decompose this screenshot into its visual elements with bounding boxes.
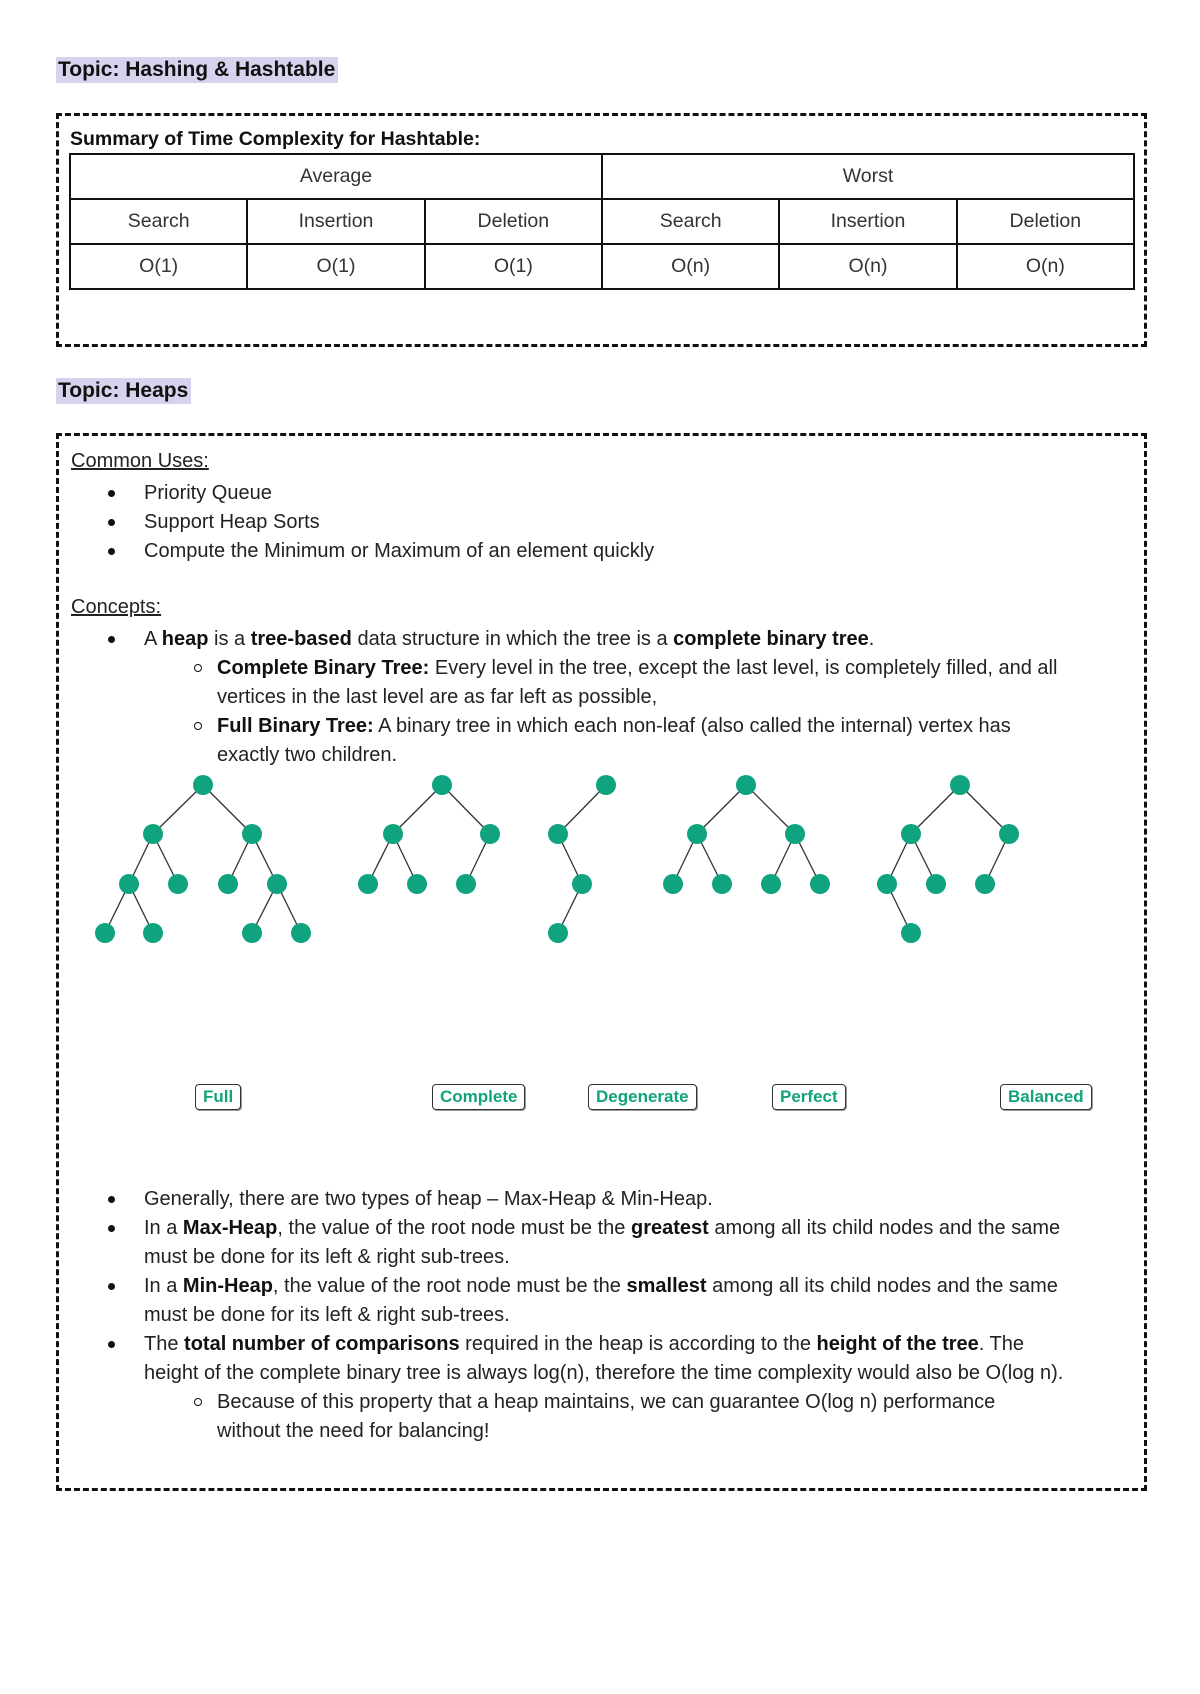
topic-hashing-heading: Topic: Hashing & Hashtable: [56, 57, 338, 83]
complexity-cell: O(n): [602, 244, 779, 289]
full-tree-node: [143, 824, 163, 844]
op-cell: Insertion: [779, 199, 956, 244]
perfect-tree-edge: [746, 785, 795, 834]
bold-text: Min-Heap: [182, 1275, 273, 1297]
complete-tree-node: [456, 874, 476, 894]
balanced-tree-node: [975, 874, 995, 894]
op-cell: Deletion: [957, 199, 1134, 244]
heap-points-list: [59, 1185, 1064, 1446]
perfect-tree-node: [761, 874, 781, 894]
balanced-tree-node: [950, 775, 970, 795]
full-tree-node: [267, 874, 287, 894]
full-tree-node: [218, 874, 238, 894]
table-row-operations: [70, 199, 1134, 244]
definition-term: Full Binary Tree:: [217, 715, 374, 737]
complexity-cell: O(1): [425, 244, 602, 289]
list-item: Priority Queue: [59, 479, 1064, 508]
complexity-cell: O(1): [70, 244, 247, 289]
text: In a: [144, 1275, 183, 1297]
degenerate-tree-node: [596, 775, 616, 795]
text: A: [144, 628, 162, 650]
balanced-tree-node: [901, 824, 921, 844]
bold-text: height of the tree: [816, 1333, 979, 1355]
list-item: [59, 1330, 1064, 1446]
complete-tree-node: [407, 874, 427, 894]
bold-text: Max-Heap: [182, 1217, 278, 1239]
group-average: Average: [70, 154, 602, 199]
complete-tree-node: [432, 775, 452, 795]
op-cell: Deletion: [425, 199, 602, 244]
op-cell: Insertion: [247, 199, 424, 244]
definition-term: Complete Binary Tree:: [217, 657, 430, 679]
full-tree-node: [119, 874, 139, 894]
complexity-cell: O(1): [247, 244, 424, 289]
perfect-tree-node: [810, 874, 830, 894]
topic-heaps-heading: Topic: Heaps: [56, 378, 191, 404]
full-tree-node: [291, 923, 311, 943]
heaps-box: [56, 433, 1147, 1491]
bold-text: total number of comparisons: [184, 1333, 460, 1355]
full-tree-node: [168, 874, 188, 894]
definition-text: Every level in the tree, except the last level, is completely filled, and all vertices in the last level are as far left as possible,: [217, 657, 1058, 708]
balanced-tree-edge: [960, 785, 1009, 834]
table-row-complexities: [70, 244, 1134, 289]
degenerate-tree-node: [548, 923, 568, 943]
list-item: [59, 1272, 1064, 1330]
full-tree-node: [193, 775, 213, 795]
perfect-tree-node: [663, 874, 683, 894]
text: , the value of the root node must be the: [272, 1275, 627, 1297]
definition-text: A binary tree in which each non-leaf (also called the internal) vertex has exactly two children.: [217, 715, 1011, 766]
balanced-tree-node: [926, 874, 946, 894]
tree-diagrams: [59, 436, 1144, 1136]
perfect-tree-node: [736, 775, 756, 795]
full-tree-node: [95, 923, 115, 943]
complete-tree-edge: [442, 785, 490, 834]
complete-tree-edge: [393, 785, 442, 834]
full-tree-node: [242, 923, 262, 943]
perfect-tree-node: [687, 824, 707, 844]
list-item: Because of this property that a heap maintains, we can guarantee O(log n) performance without the need for balancing!: [144, 1388, 1064, 1446]
hashtable-summary-box: [56, 113, 1147, 347]
balanced-tree-node: [999, 824, 1019, 844]
full-tree-edge: [153, 785, 203, 834]
complexity-cell: O(n): [779, 244, 956, 289]
op-cell: Search: [602, 199, 779, 244]
op-cell: Search: [70, 199, 247, 244]
bold-text: heap: [161, 628, 209, 650]
degenerate-tree-node: [572, 874, 592, 894]
bold-text: greatest: [630, 1217, 709, 1239]
tree-label-complete: Complete: [432, 1084, 525, 1110]
perfect-tree-node: [785, 824, 805, 844]
tree-label-balanced: Balanced: [1000, 1084, 1092, 1110]
complete-tree-node: [358, 874, 378, 894]
text: required in the heap is according to the: [459, 1333, 817, 1355]
tree-label-full: Full: [195, 1084, 241, 1110]
full-tree-node: [242, 824, 262, 844]
concepts-label: Concepts:: [71, 596, 162, 618]
text: The: [144, 1333, 185, 1355]
complexity-table: [69, 153, 1135, 290]
list-item: Generally, there are two types of heap – Max-Heap & Min-Heap.: [59, 1185, 1064, 1214]
bold-text: tree-based: [250, 628, 352, 650]
degenerate-tree-edge: [558, 785, 606, 834]
text: data structure in which the tree is a: [351, 628, 674, 650]
complete-tree-node: [383, 824, 403, 844]
tree-label-perfect: Perfect: [772, 1084, 846, 1110]
balanced-tree-node: [877, 874, 897, 894]
degenerate-tree-node: [548, 824, 568, 844]
list-item: Compute the Minimum or Maximum of an element quickly: [59, 537, 1064, 566]
balanced-tree-node: [901, 923, 921, 943]
table-row-groups: [70, 154, 1134, 199]
common-uses-label: Common Uses:: [71, 450, 209, 472]
text: .: [868, 628, 875, 650]
balanced-tree-edge: [911, 785, 960, 834]
bold-text: complete binary tree: [673, 628, 869, 650]
full-tree-node: [143, 923, 163, 943]
text: , the value of the root node must be the: [277, 1217, 631, 1239]
complete-tree-node: [480, 824, 500, 844]
text: is a: [208, 628, 251, 650]
summary-title: Summary of Time Complexity for Hashtable:: [70, 128, 481, 150]
perfect-tree-edge: [697, 785, 746, 834]
perfect-tree-node: [712, 874, 732, 894]
text: . The height of the complete binary tree is always log(n), therefore the time complexity would also be O(log n).: [144, 1333, 1064, 1384]
text: In a: [144, 1217, 183, 1239]
complexity-cell: O(n): [957, 244, 1134, 289]
list-item: Support Heap Sorts: [59, 508, 1064, 537]
sub-list: [144, 1388, 1064, 1446]
full-tree-edge: [203, 785, 252, 834]
text: among all its child nodes and the same must be done for its left & right sub-trees.: [144, 1217, 1061, 1268]
tree-label-degenerate: Degenerate: [588, 1084, 697, 1110]
list-item: [59, 1214, 1064, 1272]
bold-text: smallest: [626, 1275, 707, 1297]
group-worst: Worst: [602, 154, 1134, 199]
text: among all its child nodes and the same must be done for its left & right sub-trees.: [144, 1275, 1058, 1326]
